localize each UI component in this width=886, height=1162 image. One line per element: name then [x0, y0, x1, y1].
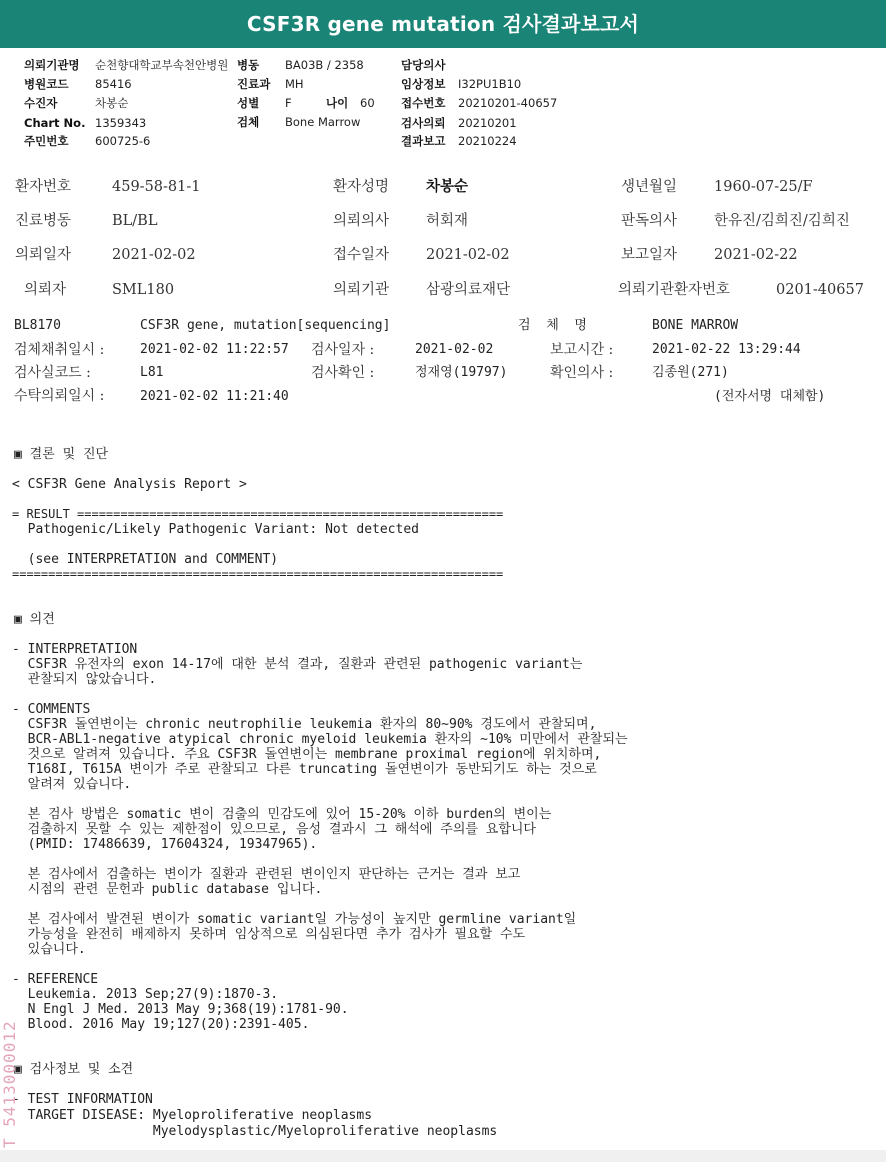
conclusion-section-title: ▣ 결론 및 진단 — [14, 447, 109, 462]
comment-line: 것으로 알려져 있습니다. 주요 CSF3R 돌연변이는 membrane proximal region에 위치하며, — [12, 747, 602, 762]
report-day-value: 2021-02-22 — [714, 247, 798, 263]
receipt-no-label: 접수번호 — [401, 96, 446, 110]
comment-line: 있습니다. — [12, 942, 86, 957]
birth-date-value: 1960-07-25/F — [714, 179, 813, 195]
clinical-info-label: 임상정보 — [401, 77, 446, 91]
department-value: MH — [285, 77, 304, 91]
interpretation-heading: - INTERPRETATION — [12, 642, 138, 657]
referral-date-label: 의뢰일자 — [15, 247, 72, 263]
comment-line: CSF3R 돌연변이는 chronic neutrophilie leukemia 환자의 80~90% 경도에서 관찰되며, — [12, 717, 597, 732]
comment-line: (PMID: 17486639, 17604324, 19347965). — [12, 837, 318, 852]
test-information-heading: - TEST INFORMATION — [12, 1092, 153, 1107]
test-date-value: 2021-02-02 — [415, 342, 494, 357]
report-time-value: 2021-02-22 13:29:44 — [652, 342, 801, 357]
document-id-stamp: T 5413000012 — [0, 1020, 19, 1148]
confirm-doctor-value: 김종원(271) — [652, 365, 729, 380]
comment-line: 시점의 관련 문헌과 public database 입니다. — [12, 882, 323, 897]
resident-no-label: 주민번호 — [24, 134, 69, 148]
comment-line: 본 검사에서 검출하는 변이가 질환과 관련된 변이인지 판단하는 근거는 결과 보고 — [12, 867, 521, 882]
ward-info-label: 진료병동 — [15, 213, 72, 229]
referrer-label: 의뢰자 — [24, 282, 67, 298]
report-time-label: 보고시간 : — [550, 342, 614, 358]
report-date-value: 20210224 — [458, 134, 517, 148]
hospital-code-label: 병원코드 — [24, 77, 69, 91]
birth-date-label: 생년월일 — [621, 179, 678, 195]
comments-heading: - COMMENTS — [12, 702, 91, 717]
target-disease-line: TARGET DISEASE: Myeloproliferative neoplasms — [12, 1108, 373, 1123]
patient-no-value: 459-58-81-1 — [112, 179, 201, 195]
specimen-name-value: BONE MARROW — [652, 318, 739, 333]
attending-doctor-label: 담당의사 — [401, 58, 446, 72]
examinee-label: 수진자 — [24, 96, 58, 110]
reading-doctor-label: 판독의사 — [621, 213, 678, 229]
collection-time-value: 2021-02-02 11:22:57 — [140, 342, 289, 357]
test-confirm-value: 정재영(19797) — [415, 365, 508, 380]
comment-line: 가능성을 완전히 배제하지 못하며 임상적으로 의심된다면 추가 검사가 필요할 수도 — [12, 927, 526, 942]
report-title-banner: CSF3R gene mutation 검사결과보고서 — [0, 0, 886, 48]
specimen-name-label: 검 체 명 — [518, 318, 587, 333]
ward-info-value: BL/BL — [112, 213, 158, 229]
sex-value: F — [285, 96, 292, 110]
request-header — [0, 48, 886, 165]
ward-value: BA03B / 2358 — [285, 58, 364, 72]
referring-doctor-label: 의뢰의사 — [333, 213, 390, 229]
test-date-label: 검사일자 : — [311, 342, 375, 358]
request-date-label: 검사의뢰 — [401, 116, 446, 130]
test-name: CSF3R gene, mutation[sequencing] — [140, 318, 391, 333]
comment-line: 본 검사에서 발견된 변이가 somatic variant일 가능성이 높지만 germline variant일 — [12, 912, 577, 927]
reference-line: N Engl J Med. 2013 May 9;368(19):1781-90. — [12, 1002, 349, 1017]
lab-code-label: 검사실코드 : — [14, 365, 91, 381]
institution-patient-no-value: 0201-40657 — [776, 282, 864, 298]
specimen-value: Bone Marrow — [285, 115, 361, 129]
comment-line: 알려져 있습니다. — [12, 777, 132, 792]
result-value: Pathogenic/Likely Pathogenic Variant: Not detected — [12, 522, 419, 537]
examinee-value: 차봉순 — [95, 96, 129, 110]
confirm-doctor-label: 확인의사 : — [550, 365, 614, 381]
see-interpretation-note: (see INTERPRETATION and COMMENT) — [12, 552, 279, 567]
comment-line: T168I, T615A 변이가 주로 관찰되고 다른 truncating 돌연변이가 동반되기도 하는 것으로 — [12, 762, 597, 777]
result-end-divider: ==================================================================== — [12, 567, 504, 581]
receipt-date-value: 2021-02-02 — [426, 247, 510, 263]
clinical-info-value: I32PU1B10 — [458, 77, 522, 91]
result-divider: = RESULT =========================================================== — [12, 507, 504, 521]
report-day-label: 보고일자 — [621, 247, 678, 263]
target-disease-line: Myelodysplastic/Myeloproliferative neoplasms — [12, 1124, 498, 1139]
interpretation-line: 관찰되지 않았습니다. — [12, 672, 157, 687]
hospital-code-value: 85416 — [95, 77, 132, 91]
consignment-time-label: 수탁의뢰일시 : — [14, 388, 105, 404]
referral-date-value: 2021-02-02 — [112, 247, 196, 263]
referring-institution-label: 의뢰기관 — [333, 282, 390, 298]
interpretation-line: CSF3R 유전자의 exon 14-17에 대한 분석 결과, 질환과 관련된 pathogenic variant는 — [12, 657, 583, 672]
receipt-date-label: 접수일자 — [333, 247, 390, 263]
test-info-section-title: ▣ 검사정보 및 소견 — [14, 1062, 134, 1077]
test-confirm-label: 검사확인 : — [311, 365, 375, 381]
department-label: 진료과 — [237, 77, 271, 91]
receipt-no-value: 20210201-40657 — [458, 96, 558, 110]
patient-name-label: 환자성명 — [333, 179, 390, 195]
resident-no-value: 600725-6 — [95, 134, 151, 148]
institution-patient-no-label: 의뢰기관환자번호 — [618, 282, 731, 298]
comment-line: 검출하지 못할 수 있는 제한점이 있으므로, 음성 결과시 그 해석에 주의를 요합니다 — [12, 822, 536, 837]
report-date-label: 결과보고 — [401, 134, 446, 148]
ward-label: 병동 — [237, 58, 260, 72]
lab-code-value: L81 — [140, 365, 164, 380]
referring-institution-value: 삼광의료재단 — [426, 282, 511, 298]
age-value: 60 — [360, 96, 375, 110]
e-signature-note: (전자서명 대체함) — [714, 389, 826, 404]
collection-time-label: 검체채취일시 : — [14, 342, 105, 358]
reading-doctor-value: 한유진/김희진/김희진 — [714, 213, 850, 229]
test-code: BL8170 — [14, 318, 61, 333]
reference-heading: - REFERENCE — [12, 972, 99, 987]
specimen-label: 검체 — [237, 115, 260, 129]
consignment-time-value: 2021-02-02 11:21:40 — [140, 389, 289, 404]
hospital-name-value: 순천향대학교부속천안병원 — [95, 58, 229, 72]
chart-no-label: Chart No. — [24, 116, 86, 130]
opinion-section-title: ▣ 의견 — [14, 612, 55, 627]
request-date-value: 20210201 — [458, 116, 517, 130]
comment-line: BCR-ABL1-negative atypical chronic myeloid leukemia 환자의 ~10% 미만에서 관찰되는 — [12, 732, 628, 747]
analysis-report-title: < CSF3R Gene Analysis Report > — [12, 477, 247, 492]
patient-no-label: 환자번호 — [15, 179, 72, 195]
reference-line: Leukemia. 2013 Sep;27(9):1870-3. — [12, 987, 279, 1002]
sex-label: 성별 — [237, 96, 260, 110]
referrer-value: SML180 — [112, 282, 175, 298]
referring-doctor-value: 허회재 — [426, 213, 469, 229]
reference-line: Blood. 2016 May 19;127(20):2391-405. — [12, 1017, 310, 1032]
hospital-name-label: 의뢰기관명 — [24, 58, 80, 72]
chart-no-value: 1359343 — [95, 116, 147, 130]
age-label: 나이 — [326, 96, 349, 110]
patient-name-value: 차봉순 — [426, 178, 469, 195]
comment-line: 본 검사 방법은 somatic 변이 검출의 민감도에 있어 15-20% 이하 burden의 변이는 — [12, 807, 552, 822]
